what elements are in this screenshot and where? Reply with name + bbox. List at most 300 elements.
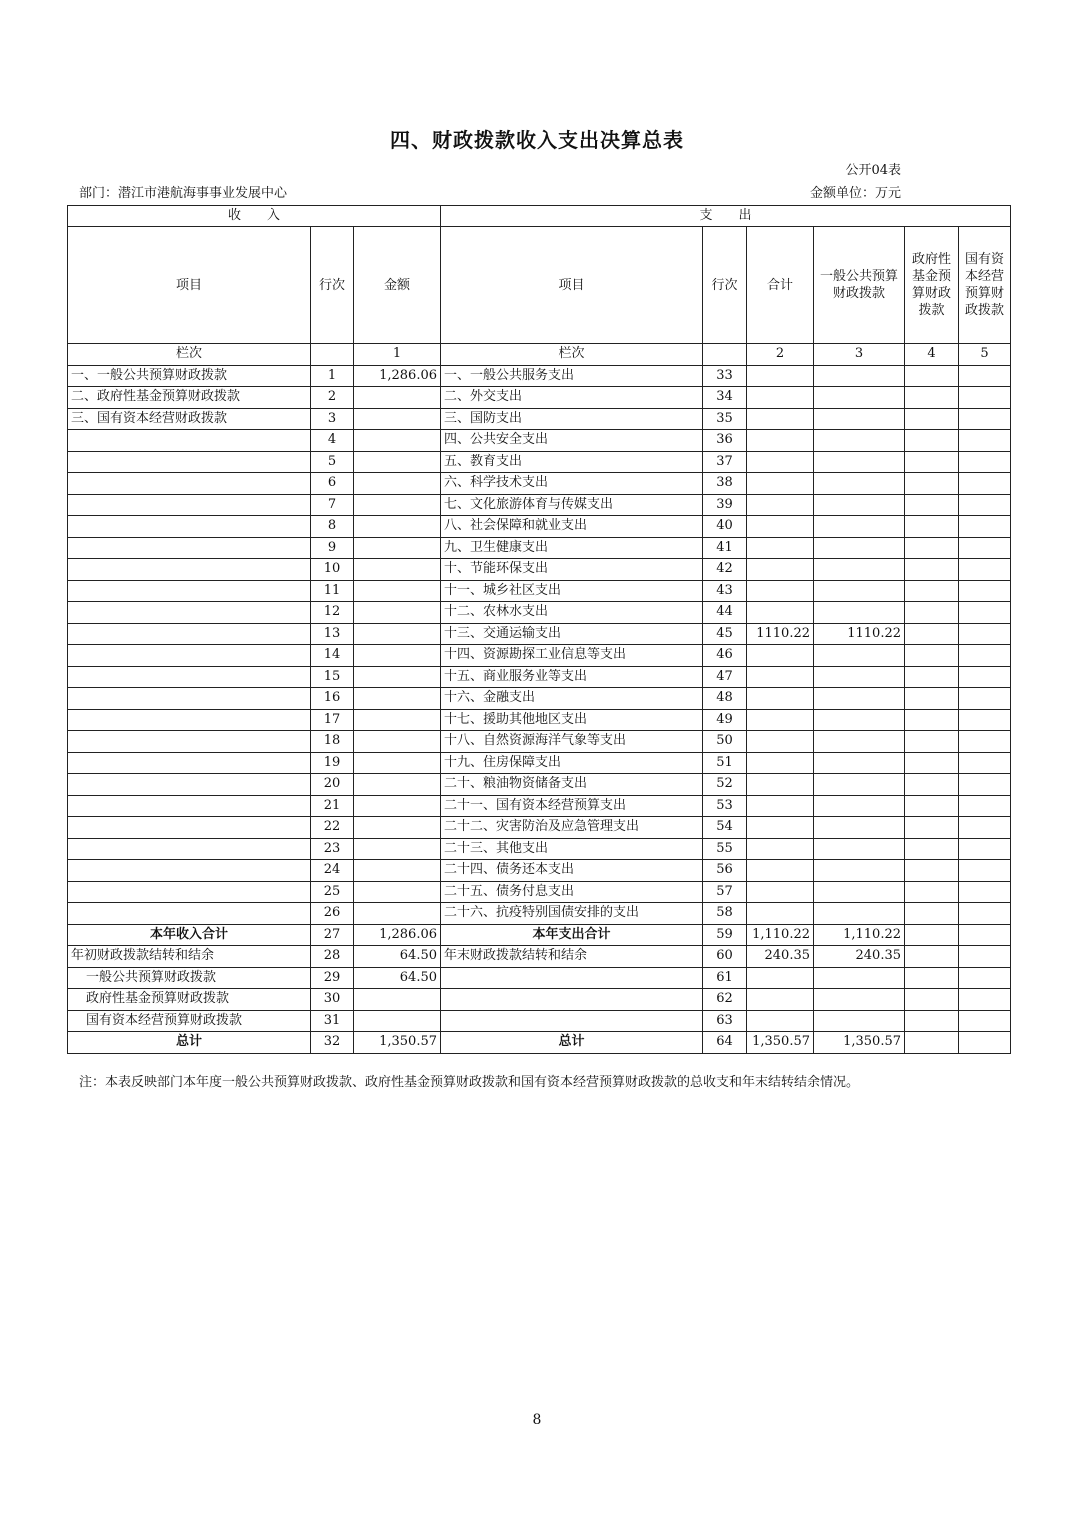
table-row [68,645,1011,667]
expense-state [959,602,1011,624]
table-row [68,537,1011,559]
income-line: 16 [311,688,354,710]
income-line: 11 [311,580,354,602]
income-item [68,473,311,495]
table-row [68,666,1011,688]
expense-line: 46 [703,645,747,667]
income-line: 21 [311,795,354,817]
expense-total [747,408,814,430]
table-row [68,903,1011,925]
expense-fund [905,860,959,882]
income-amount [354,838,441,860]
income-line: 26 [311,903,354,925]
income-amount [354,881,441,903]
expense-fund [905,752,959,774]
expense-line: 47 [703,666,747,688]
expense-general [814,666,905,688]
expense-general [814,774,905,796]
income-line: 15 [311,666,354,688]
department-label: 部门：潜江市港航海事事业发展中心 [79,186,288,201]
expense-state [959,881,1011,903]
fund-carry-ex-line: 62 [703,989,747,1011]
expense-general [814,731,905,753]
expense-item: 二十五、债务付息支出 [441,881,703,903]
income-amount [354,860,441,882]
expense-item: 二十二、灾害防治及应急管理支出 [441,817,703,839]
table-row [68,774,1011,796]
state-carry-line: 31 [311,1010,354,1032]
page-number: 8 [532,1412,542,1428]
budget-table [67,205,1011,1054]
expense-item: 四、公共安全支出 [441,430,703,452]
expense-line: 58 [703,903,747,925]
income-item [68,709,311,731]
expense-fund [905,645,959,667]
expense-general [814,860,905,882]
income-item [68,537,311,559]
table-row [68,494,1011,516]
income-line: 8 [311,516,354,538]
expense-item: 十六、金融支出 [441,688,703,710]
expense-state [959,860,1011,882]
income-amount [354,666,441,688]
grand-total-label: 总计 [68,1032,311,1054]
expense-line: 53 [703,795,747,817]
state-carry-ex-line: 63 [703,1010,747,1032]
col-5: 5 [959,344,1011,366]
expense-fund [905,817,959,839]
expense-state [959,580,1011,602]
table-row [68,838,1011,860]
expense-total [747,559,814,581]
table-row [68,752,1011,774]
expense-fund [905,516,959,538]
general-carry-label: 一般公共预算财政拨款 [68,967,311,989]
expense-total [747,430,814,452]
expense-state [959,408,1011,430]
expense-line: 51 [703,752,747,774]
expense-total: 1,110.22 [747,924,814,946]
expense-fund [905,451,959,473]
table-row [68,387,1011,409]
col-4: 4 [905,344,959,366]
expense-total [747,731,814,753]
expense-state [959,623,1011,645]
expense-fund [905,838,959,860]
income-amount [354,494,441,516]
expense-item: 八、社会保障和就业支出 [441,516,703,538]
table-row [68,602,1011,624]
carryover-row [68,946,1011,968]
expense-state [959,666,1011,688]
expense-item: 七、文化旅游体育与传媒支出 [441,494,703,516]
expense-fund [905,903,959,925]
expense-item: 二、外交支出 [441,387,703,409]
expense-general [814,580,905,602]
expense-general [814,903,905,925]
expense-line: 39 [703,494,747,516]
footnote: 注：本表反映部门本年度一般公共预算财政拨款、政府性基金预算财政拨款和国有资本经营预算财政拨款的总收支和年末结转结余情况。 [79,1075,860,1090]
grand-expense-total: 1,350.57 [747,1032,814,1054]
income-item [68,881,311,903]
expense-total [747,709,814,731]
expense-line: 38 [703,473,747,495]
expense-state [959,430,1011,452]
income-line: 23 [311,838,354,860]
income-item [68,666,311,688]
expense-state [959,494,1011,516]
income-item [68,494,311,516]
col-2: 2 [747,344,814,366]
table-row [68,365,1011,387]
expense-general [814,430,905,452]
expense-item: 十二、农林水支出 [441,602,703,624]
state-carry-label: 国有资本经营预算财政拨款 [68,1010,311,1032]
year-total-row [68,924,1011,946]
header-exp-line: 行次 [703,227,747,344]
column-number-row [68,344,1011,366]
header-fund: 政府性基金预算财政拨款 [905,227,959,344]
expense-fund [905,387,959,409]
expense-state [959,903,1011,925]
expense-line: 56 [703,860,747,882]
expense-general: 1110.22 [814,623,905,645]
expense-fund [905,430,959,452]
income-total-label: 本年收入合计 [68,924,311,946]
expense-total [747,580,814,602]
expense-line: 35 [703,408,747,430]
income-line: 9 [311,537,354,559]
section-header-row [68,206,1011,227]
grand-expense-label: 总计 [441,1032,703,1054]
expense-fund [905,666,959,688]
income-amount [354,903,441,925]
expense-general [814,709,905,731]
expense-state [959,387,1011,409]
expense-line: 33 [703,365,747,387]
income-item [68,559,311,581]
expense-general [814,516,905,538]
income-line: 18 [311,731,354,753]
income-item [68,580,311,602]
expense-line: 40 [703,516,747,538]
expense-state [959,688,1011,710]
table-row [68,709,1011,731]
income-item: 二、政府性基金预算财政拨款 [68,387,311,409]
expense-total: 1110.22 [747,623,814,645]
expense-total [747,645,814,667]
expense-total [747,365,814,387]
income-line: 22 [311,817,354,839]
income-amount [354,795,441,817]
income-total-line: 27 [311,924,354,946]
expense-fund [905,795,959,817]
income-amount [354,645,441,667]
end-balance-label: 年末财政拨款结转和结余 [441,946,703,968]
general-carry-row [68,967,1011,989]
expense-fund [905,537,959,559]
expense-fund [905,365,959,387]
income-amount [354,602,441,624]
income-line: 2 [311,387,354,409]
expense-fund [905,881,959,903]
begin-balance-label: 年初财政拨款结转和结余 [68,946,311,968]
income-amount [354,688,441,710]
expense-total [747,752,814,774]
expense-item: 五、教育支出 [441,451,703,473]
fund-carry-label: 政府性基金预算财政拨款 [68,989,311,1011]
income-item [68,752,311,774]
income-item [68,903,311,925]
grand-expense-line: 64 [703,1032,747,1054]
expense-line: 52 [703,774,747,796]
table-row [68,473,1011,495]
col-3: 3 [814,344,905,366]
income-item [68,860,311,882]
income-amount [354,559,441,581]
table-row [68,860,1011,882]
header-item: 项目 [68,227,311,344]
expense-item: 二十一、国有资本经营预算支出 [441,795,703,817]
expense-fund [905,688,959,710]
header-exp-item: 项目 [441,227,703,344]
income-amount [354,774,441,796]
expense-state [959,516,1011,538]
expense-fund [905,623,959,645]
state-carry-row [68,1010,1011,1032]
expense-state [959,537,1011,559]
income-amount [354,451,441,473]
expense-state [959,817,1011,839]
expense-line: 44 [703,602,747,624]
end-balance-line: 60 [703,946,747,968]
expense-state [959,795,1011,817]
begin-balance-line: 28 [311,946,354,968]
income-amount [354,580,441,602]
expense-fund [905,774,959,796]
expense-general [814,451,905,473]
expense-total-line: 59 [703,924,747,946]
income-line: 19 [311,752,354,774]
header-general: 一般公共预算财政拨款 [814,227,905,344]
expense-item: 十一、城乡社区支出 [441,580,703,602]
expense-line: 43 [703,580,747,602]
fund-carry-row [68,989,1011,1011]
expense-total [747,838,814,860]
column-header-row [68,227,1011,344]
expense-item: 十四、资源勘探工业信息等支出 [441,645,703,667]
header-amount: 金额 [354,227,441,344]
income-item [68,795,311,817]
expense-total [747,473,814,495]
expense-state [959,645,1011,667]
expense-state [959,473,1011,495]
expense-line: 34 [703,387,747,409]
end-balance-total: 240.35 [747,946,814,968]
expense-line: 48 [703,688,747,710]
income-item [68,602,311,624]
expense-line: 42 [703,559,747,581]
income-line: 10 [311,559,354,581]
expense-total [747,494,814,516]
expense-fund [905,602,959,624]
expense-line: 55 [703,838,747,860]
table-row [68,408,1011,430]
expense-general [814,817,905,839]
expense-line: 49 [703,709,747,731]
table-row [68,731,1011,753]
income-line: 6 [311,473,354,495]
income-amount: 1,286.06 [354,365,441,387]
expense-total-label: 本年支出合计 [441,924,703,946]
income-line: 5 [311,451,354,473]
income-line: 13 [311,623,354,645]
grand-total-amount: 1,350.57 [354,1032,441,1054]
income-amount [354,817,441,839]
income-line: 3 [311,408,354,430]
table-row [68,430,1011,452]
expense-state [959,451,1011,473]
expense-fund [905,559,959,581]
income-item [68,451,311,473]
expense-line: 45 [703,623,747,645]
expense-general [814,408,905,430]
expense-total-general: 1,110.22 [814,924,905,946]
table-row [68,881,1011,903]
expense-fund [905,494,959,516]
expense-total [747,387,814,409]
income-amount [354,537,441,559]
income-amount [354,731,441,753]
income-line: 7 [311,494,354,516]
expense-item: 九、卫生健康支出 [441,537,703,559]
unit-label: 金额单位：万元 [809,186,901,201]
expense-state [959,838,1011,860]
expense-general [814,795,905,817]
expense-line: 50 [703,731,747,753]
income-total-amount: 1,286.06 [354,924,441,946]
expense-line: 54 [703,817,747,839]
income-line: 24 [311,860,354,882]
expense-general [814,602,905,624]
expense-general [814,387,905,409]
header-state: 国有资本经营预算财政拨款 [959,227,1011,344]
income-amount [354,516,441,538]
income-item [68,838,311,860]
table-row [68,623,1011,645]
income-item [68,430,311,452]
income-line: 1 [311,365,354,387]
income-item [68,817,311,839]
table-row [68,817,1011,839]
expense-item: 二十四、债务还本支出 [441,860,703,882]
expense-state [959,774,1011,796]
expense-general [814,473,905,495]
expense-total [747,451,814,473]
income-line: 17 [311,709,354,731]
income-item [68,731,311,753]
expense-fund [905,709,959,731]
form-number: 公开04表 [845,163,901,178]
page-title: 四、财政拨款收入支出决算总表 [390,128,684,152]
income-line: 20 [311,774,354,796]
income-line: 4 [311,430,354,452]
expense-line: 36 [703,430,747,452]
expense-general [814,645,905,667]
table-row [68,451,1011,473]
expense-state [959,559,1011,581]
table-row [68,688,1011,710]
begin-balance-amount: 64.50 [354,946,441,968]
income-item [68,645,311,667]
grand-total-row [68,1032,1011,1054]
expense-item: 二十六、抗疫特别国债安排的支出 [441,903,703,925]
expense-fund [905,408,959,430]
income-amount [354,623,441,645]
expense-general [814,494,905,516]
expense-item: 十三、交通运输支出 [441,623,703,645]
expense-total [747,817,814,839]
expense-state [959,365,1011,387]
expense-total [747,602,814,624]
income-line: 14 [311,645,354,667]
expense-item: 十五、商业服务业等支出 [441,666,703,688]
expense-line: 37 [703,451,747,473]
expense-total [747,774,814,796]
table-row [68,559,1011,581]
income-amount [354,387,441,409]
expense-item: 十、节能环保支出 [441,559,703,581]
col-label-2: 栏次 [441,344,703,366]
income-item [68,774,311,796]
income-item: 一、一般公共预算财政拨款 [68,365,311,387]
header-total: 合计 [747,227,814,344]
expense-item: 三、国防支出 [441,408,703,430]
expense-item: 十八、自然资源海洋气象等支出 [441,731,703,753]
expense-fund [905,731,959,753]
expense-total [747,903,814,925]
expense-section-header: 支 出 [441,206,1011,227]
expense-general [814,838,905,860]
expense-general [814,365,905,387]
expense-total [747,860,814,882]
table-row [68,580,1011,602]
income-line: 25 [311,881,354,903]
expense-item: 一、一般公共服务支出 [441,365,703,387]
fund-carry-line: 30 [311,989,354,1011]
expense-total [747,516,814,538]
expense-general [814,559,905,581]
expense-state [959,731,1011,753]
expense-total [747,688,814,710]
expense-fund [905,473,959,495]
expense-total [747,881,814,903]
expense-fund [905,580,959,602]
expense-total [747,795,814,817]
income-amount [354,752,441,774]
header-line: 行次 [311,227,354,344]
expense-state [959,709,1011,731]
expense-state [959,752,1011,774]
general-carry-ex-line: 61 [703,967,747,989]
table-row [68,795,1011,817]
expense-item: 十七、援助其他地区支出 [441,709,703,731]
general-carry-line: 29 [311,967,354,989]
income-amount [354,709,441,731]
income-amount [354,430,441,452]
end-balance-general: 240.35 [814,946,905,968]
grand-total-line: 32 [311,1032,354,1054]
